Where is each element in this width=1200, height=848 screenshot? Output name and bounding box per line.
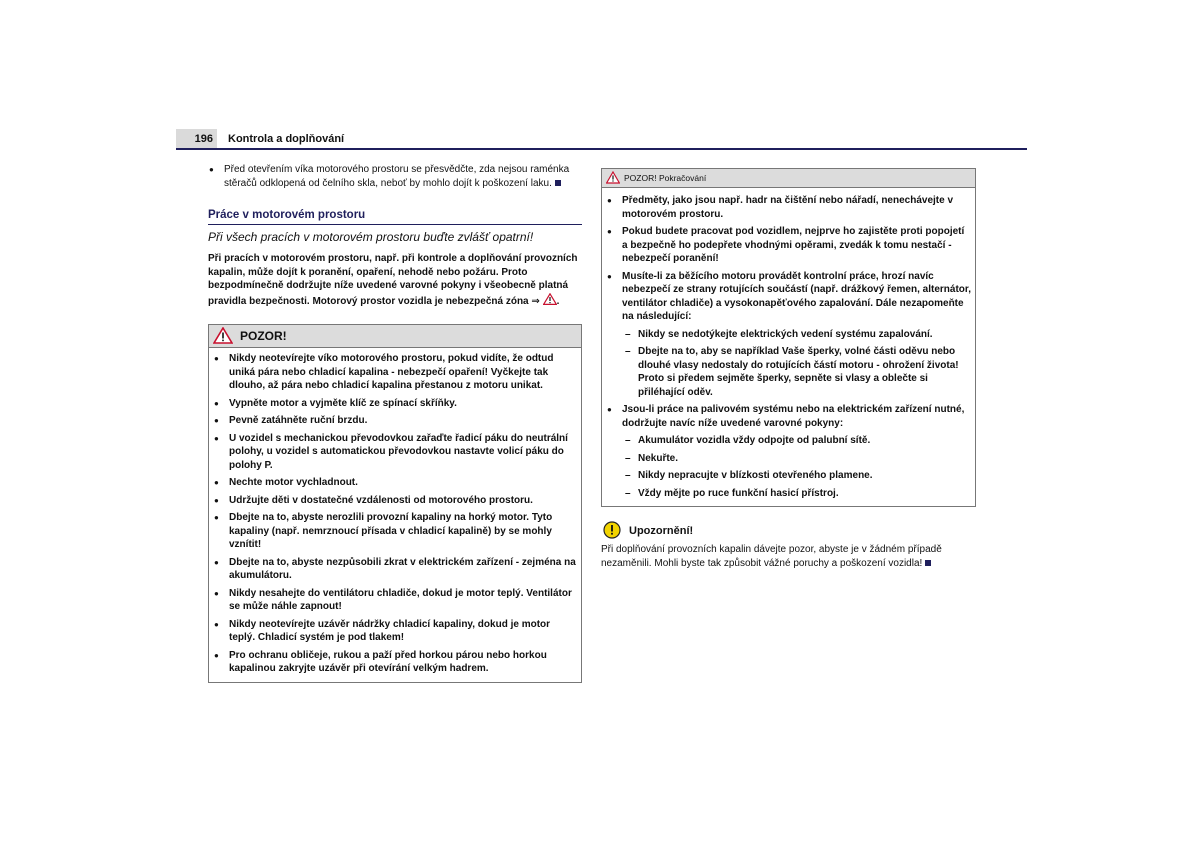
warning-item: ● Nikdy neotevírejte uzávěr nádržky chladicí kapaliny, dokud je motor teplý. Chladicí systém je pod tlakem! <box>213 618 577 645</box>
warning-item: ● U vozidel s mechanickou převodovkou zařaďte řadicí páku do neutrální polohy, u vozidel s automatickou převodovkou nastavte volicí páku do polohy P. <box>213 432 577 473</box>
warning-title: POZOR! <box>240 329 287 343</box>
notice-title: Upozornění! <box>629 525 694 537</box>
notice-section <box>601 521 976 570</box>
section-subtitle: Při všech pracích v motorovém prostoru buďte zvlášť opatrní! <box>208 230 534 244</box>
right-column <box>601 168 976 570</box>
end-square-icon <box>555 180 561 186</box>
warning-item: ● Dbejte na to, abyste nezpůsobili zkrat v elektrickém zařízení - zejména na akumulátoru. <box>213 556 577 583</box>
continued-subitem: – Vždy mějte po ruce funkční hasicí přístroj. <box>606 487 971 501</box>
warning-continued-header <box>602 169 975 188</box>
continued-subitem: – Nikdy nepracujte v blízkosti otevřeného plamene. <box>606 469 971 483</box>
warning-continued-body <box>602 188 975 506</box>
warning-item: ● Pevně zatáhněte ruční brzdu. <box>213 414 577 428</box>
warning-item: ● Nikdy nesahejte do ventilátoru chladiče, dokud je motor teplý. Ventilátor se může náhle zapnout! <box>213 587 577 614</box>
continued-subitem: – Dbejte na to, aby se například Vaše šperky, volné části oděvu nebo dlouhé vlasy nedostaly do rotujících částí motoru - ohrožení života! Proto si předem sejměte šperky, sepněte si vlasy a oblečte si přiléhající oděv. <box>606 345 971 399</box>
warning-item: ● Pro ochranu obličeje, rukou a paží před horkou párou nebo horkou kapalinou zakryjte uzávěr při otevírání velkým hadrem. <box>213 649 577 676</box>
warning-item: ● Dbejte na to, abyste nerozlili provozní kapaliny na horký motor. Tyto kapaliny (např. nemrznoucí přísada v chladicí kapalině) by se mohly vznítit! <box>213 511 577 552</box>
continued-item: ● Jsou-li práce na palivovém systému nebo na elektrickém zařízení nutné, dodržujte navíc níže uvedené varovné pokyny: <box>606 403 971 430</box>
continued-item: ● Pokud budete pracovat pod vozidlem, nejprve ho zajistěte proti popojetí a bezpečně ho podepřete vhodnými opěrami, zvedák k tomu nestačí - nebezpečí poranění! <box>606 225 971 266</box>
warning-item: ● Vypněte motor a vyjměte klíč ze spínací skříňky. <box>213 397 577 411</box>
continued-subitem: – Akumulátor vozidla vždy odpojte od palubní sítě. <box>606 434 971 448</box>
warning-item: ● Nechte motor vychladnout. <box>213 476 577 490</box>
warning-item: ● Udržujte děti v dostatečné vzdálenosti od motorového prostoru. <box>213 494 577 508</box>
opening-bullet: ● Před otevřením víka motorového prostoru se přesvědčte, zda nejsou raménka stěračů odklopená od čelního skla, neboť by mohlo dojít k poškození laku. <box>208 163 582 190</box>
continued-subitem: – Nikdy se nedotýkejte elektrických vedení systému zapalování. <box>606 328 971 342</box>
left-column <box>208 163 582 683</box>
warning-box-header <box>209 325 581 348</box>
warning-triangle-icon <box>213 327 233 349</box>
notice-text: Při doplňování provozních kapalin dávejte pozor, abyste je v žádném případě nezaměnili. Mohli byste tak způsobit vážné poruchy a poškození vozidla! <box>601 544 942 569</box>
page-header <box>176 129 1027 149</box>
warning-item: ● Nikdy neotevírejte víko motorového prostoru, pokud vidíte, že odtud uniká pára nebo chladicí kapalina - nebezpečí opaření! Vyčkejte tak dlouho, až pára nebo chladicí kapalina přestanou z motoru unikat. <box>213 352 577 393</box>
end-square-icon <box>925 560 931 566</box>
exclamation-circle-icon <box>603 521 621 544</box>
warning-continued-title: POZOR! Pokračování <box>624 173 707 183</box>
warning-box-body <box>209 348 581 682</box>
page-number: 196 <box>176 129 217 149</box>
warning-triangle-icon <box>543 296 557 307</box>
warning-continued-box <box>601 168 976 507</box>
intro-paragraph: Při pracích v motorovém prostoru, např. při kontrole a doplňování provozních kapalin, může dojít k poranění, opaření, nehodě nebo požáru. Proto bezpodmínečně dodržujte níže uvedené varovné pokyny i všeobecně platná pravidla bezpečnosti. Motorový prostor vozidla je nebezpečná zóna ⇒ . <box>208 253 578 307</box>
warning-box <box>208 324 582 683</box>
chapter-title: Kontrola a doplňování <box>228 133 345 145</box>
section-title: Práce v motorovém prostoru <box>208 208 582 225</box>
continued-item: ● Musíte-li za běžícího motoru provádět kontrolní práce, hrozí navíc nebezpečí ze strany rotujících součástí (např. drážkový řemen, alternátor, ventilátor chladiče) a vysokonapěťového zapalování. Dále nezapomeňte na následující: <box>606 270 971 324</box>
warning-triangle-icon <box>606 171 620 189</box>
notice-header <box>601 521 976 539</box>
continued-subitem: – Nekuřte. <box>606 452 971 466</box>
continued-item: ● Předměty, jako jsou např. hadr na čištění nebo nářadí, nenechávejte v motorovém prostoru. <box>606 194 971 221</box>
header-rule <box>176 148 1027 150</box>
reference-arrow: ⇒ <box>531 295 540 307</box>
